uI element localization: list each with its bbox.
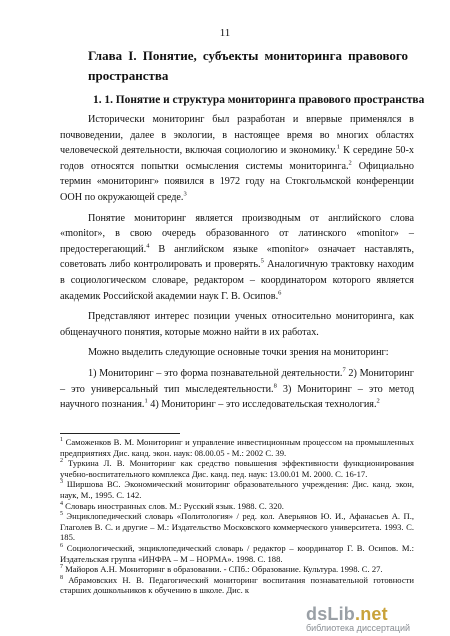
footnote-ref[interactable]: 5 — [260, 257, 264, 265]
paragraph-text: Аналогичную трактовку находим в социологическом словаре, редактором – координатором которого является академик Российской академии наук Г. В. Осипов. — [60, 259, 415, 302]
footnote — [60, 501, 414, 512]
paragraph-text: 4) Мониторинг – это исследовательская технология. — [147, 399, 377, 411]
footnote-number: 5 — [60, 511, 63, 518]
footnote-number: 7 — [60, 564, 63, 571]
page-number: 11 — [219, 27, 231, 39]
paragraph-text: В английском языке «monitor» означает наставлять, советовать либо контролировать и проверять. — [60, 243, 414, 271]
paragraph-viewpoints-intro — [60, 345, 414, 361]
footnote-ref[interactable]: 1 — [336, 143, 341, 151]
footnote-number: 6 — [60, 543, 63, 550]
footnote-ref[interactable]: 1 — [144, 397, 148, 405]
paragraph-text: Можно выделить следующие основные точки зрения на мониторинг: — [88, 347, 389, 359]
chapter-title: Глава I. Понятие, субъекты мониторинга правового пространства — [88, 48, 408, 83]
footnote — [60, 458, 414, 479]
footnote-text: Туркина Л. В. Мониторинг как средство повышения эффективности функционирования учебно-воспитательного комплекса Дис. канд. пед. наук: 13.00.01 М. 2000. С. 16-17. — [60, 458, 414, 479]
footnote — [60, 437, 414, 458]
paragraph-history — [60, 112, 414, 206]
section-title: 1. 1. Понятие и структура мониторинга правового пространства — [93, 94, 425, 106]
footnote — [60, 575, 414, 596]
footnote-ref[interactable]: 4 — [146, 242, 150, 250]
paragraph-text: 3) Мониторинг – это метод научного познания. — [60, 383, 414, 411]
footnote-ref[interactable]: 3 — [183, 190, 187, 198]
body-text — [60, 112, 414, 413]
footnote — [60, 479, 414, 500]
footnote-number: 2 — [60, 458, 63, 465]
paragraph-viewpoints — [60, 366, 414, 413]
paragraph-interest — [60, 309, 414, 340]
footnote-ref[interactable]: 2 — [376, 397, 380, 405]
footnote-text: Социологический, энциклопедический словарь / редактор – координатор Г. В. Осипов. М.: Издательская группа «ИНФРА – М – НОРМА». 1998. С. 188. — [60, 542, 414, 564]
paragraph-text: Понятие мониторинг является производным от английского слова «monitor», в свою очередь образованного от латинского «monitor» – предостерегающий. — [60, 212, 414, 255]
watermark-subtitle: библиотека диссертаций — [306, 623, 411, 633]
logo-accent-text: .net — [355, 604, 388, 624]
footnote-text: Абрамовских Н. В. Педагогический мониторинг воспитания познавательной готовности старших дошкольников к обучению в школе. Дис. к — [60, 574, 414, 596]
paragraph-text: Официально термин «мониторинг» появился в 1972 году на Стокгольмской конференции ООН по окружающей среде. — [60, 160, 414, 203]
footnote — [60, 511, 414, 543]
footnote — [60, 564, 414, 575]
footnote-number: 3 — [60, 479, 63, 486]
footnote-ref[interactable]: 6 — [278, 289, 282, 297]
paragraph-etymology — [60, 211, 414, 305]
footnote-number: 8 — [60, 574, 63, 581]
dslib-watermark[interactable] — [304, 603, 450, 633]
footnotes — [60, 437, 414, 596]
footnote-number: 1 — [60, 437, 63, 444]
paragraph-text: 1) Мониторинг – это форма познавательной деятельности. — [88, 367, 343, 379]
footnote-ref[interactable]: 7 — [342, 366, 346, 374]
footnote-text: Словарь иностранных слов. М.: Русский язык. 1988. С. 320. — [63, 500, 284, 511]
footnote-text: Энциклопедический словарь «Политология» / ред. кол. Аверьянов Ю. И., Афанасьев А. П., Глаголев В. С. и другие – М.: Издательство Московского коммерческого университета. 1993. С. 185. — [60, 511, 414, 543]
paragraph-text: Представляют интерес позиции ученых относительно мониторинга, как общенаучного понятия, которые можно найти в их работах. — [60, 311, 414, 338]
footnote-text: Саможенков В. М. Мониторинг и управление инвестиционным процессом на промышленных предприятиях Дис. канд. экон. наук: 08.00.05 - М.: 2002 С. 39. — [60, 437, 414, 458]
footnote-text: Майоров А.Н. Мониторинг в образовании. - СПб.: Образование. Культура. 1998. С. 27. — [63, 564, 383, 575]
footnote-divider — [60, 433, 180, 434]
paragraph-text: К середине 50-х годов относятся попытки осмысления системы мониторинга. — [60, 145, 414, 172]
dslib-logo — [306, 604, 388, 625]
footnote-text: Ширшова ВС. Экономический мониторинг образовательного учреждения: Дис. канд. экон, наук, М., 1995. С. 142. — [60, 479, 414, 500]
footnote-ref[interactable]: 2 — [348, 159, 352, 167]
footnote-number: 4 — [60, 500, 63, 507]
logo-text: dsLib — [306, 604, 355, 624]
paragraph-text: Исторически мониторинг был разработан и впервые применялся в почвоведении, далее в экологии, в настоящее время во многих областях человеческой деятельности, включая социологию и экономику. — [60, 114, 414, 157]
footnote — [60, 543, 414, 564]
paragraph-text: 2) Мониторинг – это универсальный тип мыследеятельности. — [60, 367, 414, 395]
footnote-ref[interactable]: 8 — [273, 382, 277, 390]
